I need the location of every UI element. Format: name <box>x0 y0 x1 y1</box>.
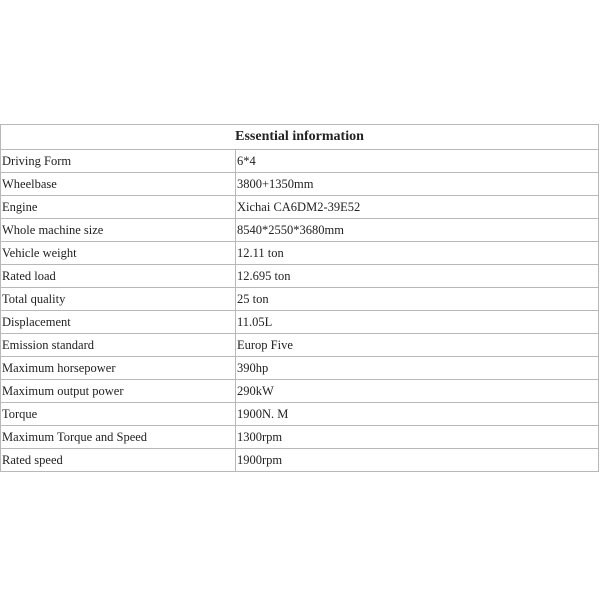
spec-value: 12.695 ton <box>236 265 599 288</box>
spec-value: 3800+1350mm <box>236 173 599 196</box>
spec-label: Displacement <box>1 311 236 334</box>
spec-label: Total quality <box>1 288 236 311</box>
spec-label: Wheelbase <box>1 173 236 196</box>
table-row <box>1 357 599 380</box>
table-row <box>1 449 599 472</box>
spec-value: 25 ton <box>236 288 599 311</box>
spec-table-container <box>0 124 598 472</box>
spec-label: Torque <box>1 403 236 426</box>
spec-label: Vehicle weight <box>1 242 236 265</box>
spec-value: 1900rpm <box>236 449 599 472</box>
spec-label: Whole machine size <box>1 219 236 242</box>
table-row <box>1 380 599 403</box>
table-row <box>1 311 599 334</box>
spec-label: Rated load <box>1 265 236 288</box>
table-row <box>1 150 599 173</box>
spec-value: 1900N. M <box>236 403 599 426</box>
table-row <box>1 196 599 219</box>
spec-value: 12.11 ton <box>236 242 599 265</box>
spec-value: 1300rpm <box>236 426 599 449</box>
table-row <box>1 265 599 288</box>
spec-table <box>0 124 599 472</box>
spec-label: Rated speed <box>1 449 236 472</box>
spec-value: 11.05L <box>236 311 599 334</box>
spec-label: Maximum Torque and Speed <box>1 426 236 449</box>
table-row <box>1 219 599 242</box>
table-header-row <box>1 125 599 150</box>
table-row <box>1 288 599 311</box>
table-title: Essential information <box>1 125 599 150</box>
spec-value: 6*4 <box>236 150 599 173</box>
spec-value: 290kW <box>236 380 599 403</box>
spec-label: Engine <box>1 196 236 219</box>
spec-value: 8540*2550*3680mm <box>236 219 599 242</box>
spec-value: Europ Five <box>236 334 599 357</box>
spec-label: Driving Form <box>1 150 236 173</box>
spec-label: Maximum output power <box>1 380 236 403</box>
table-row <box>1 334 599 357</box>
table-row <box>1 426 599 449</box>
table-row <box>1 403 599 426</box>
spec-label: Maximum horsepower <box>1 357 236 380</box>
table-row <box>1 173 599 196</box>
spec-table-body <box>1 150 599 472</box>
spec-value: 390hp <box>236 357 599 380</box>
spec-value: Xichai CA6DM2-39E52 <box>236 196 599 219</box>
spec-label: Emission standard <box>1 334 236 357</box>
table-row <box>1 242 599 265</box>
